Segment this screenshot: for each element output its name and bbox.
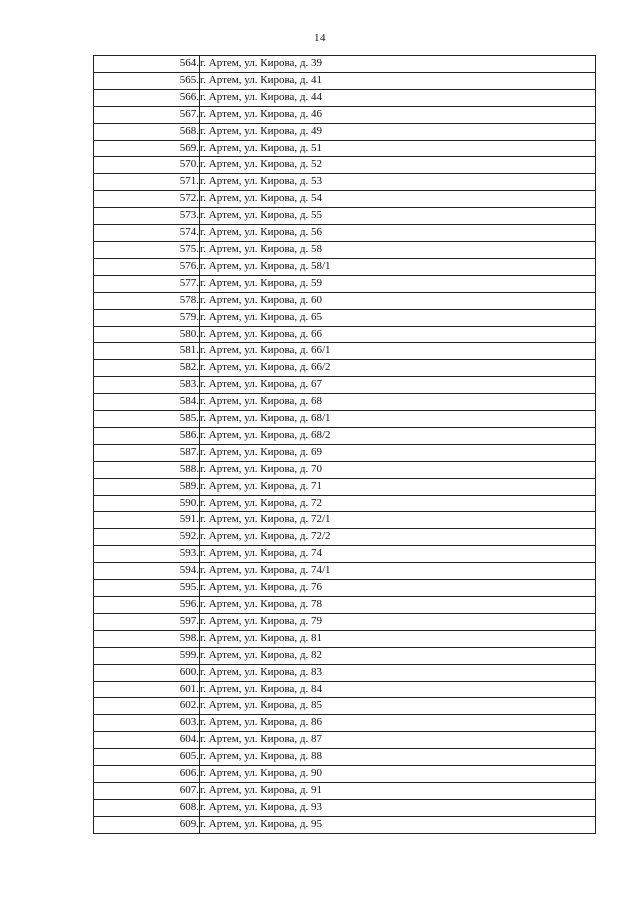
table-row (94, 613, 596, 630)
row-number-cell: 564. (94, 56, 200, 73)
table-row (94, 461, 596, 478)
row-number-cell: 567. (94, 106, 200, 123)
row-number-cell: 594. (94, 563, 200, 580)
row-number-cell: 585. (94, 411, 200, 428)
row-number-cell: 590. (94, 495, 200, 512)
table-row (94, 580, 596, 597)
table-row (94, 563, 596, 580)
row-number-cell: 572. (94, 191, 200, 208)
row-number-cell: 597. (94, 613, 200, 630)
address-cell: г. Артем, ул. Кирова, д. 54 (200, 191, 596, 208)
address-cell: г. Артем, ул. Кирова, д. 81 (200, 630, 596, 647)
row-number-cell: 578. (94, 292, 200, 309)
table-row (94, 377, 596, 394)
row-number-cell: 596. (94, 597, 200, 614)
row-number-cell: 588. (94, 461, 200, 478)
page-number: 14 (314, 32, 326, 44)
row-number-cell: 566. (94, 89, 200, 106)
address-cell: г. Артем, ул. Кирова, д. 53 (200, 174, 596, 191)
row-number-cell: 605. (94, 749, 200, 766)
table-row (94, 782, 596, 799)
table-row (94, 275, 596, 292)
address-cell: г. Артем, ул. Кирова, д. 68/1 (200, 411, 596, 428)
address-cell: г. Артем, ул. Кирова, д. 71 (200, 478, 596, 495)
table-row (94, 546, 596, 563)
table-row (94, 258, 596, 275)
row-number-cell: 570. (94, 157, 200, 174)
address-cell: г. Артем, ул. Кирова, д. 41 (200, 72, 596, 89)
address-cell: г. Артем, ул. Кирова, д. 69 (200, 444, 596, 461)
row-number-cell: 595. (94, 580, 200, 597)
address-cell: г. Артем, ул. Кирова, д. 72/1 (200, 512, 596, 529)
address-cell: г. Артем, ул. Кирова, д. 76 (200, 580, 596, 597)
table-row (94, 360, 596, 377)
table-row (94, 732, 596, 749)
table-row (94, 72, 596, 89)
address-cell: г. Артем, ул. Кирова, д. 68 (200, 394, 596, 411)
row-number-cell: 565. (94, 72, 200, 89)
address-cell: г. Артем, ул. Кирова, д. 58/1 (200, 258, 596, 275)
table-row (94, 208, 596, 225)
row-number-cell: 609. (94, 816, 200, 833)
row-number-cell: 587. (94, 444, 200, 461)
table-row (94, 766, 596, 783)
table-row (94, 123, 596, 140)
address-cell: г. Артем, ул. Кирова, д. 70 (200, 461, 596, 478)
table-row (94, 512, 596, 529)
address-cell: г. Артем, ул. Кирова, д. 58 (200, 241, 596, 258)
row-number-cell: 604. (94, 732, 200, 749)
address-cell: г. Артем, ул. Кирова, д. 86 (200, 715, 596, 732)
table-row (94, 647, 596, 664)
address-cell: г. Артем, ул. Кирова, д. 66/1 (200, 343, 596, 360)
table-row (94, 411, 596, 428)
row-number-cell: 573. (94, 208, 200, 225)
row-number-cell: 592. (94, 529, 200, 546)
row-number-cell: 601. (94, 681, 200, 698)
row-number-cell: 589. (94, 478, 200, 495)
address-cell: г. Артем, ул. Кирова, д. 74 (200, 546, 596, 563)
address-cell: г. Артем, ул. Кирова, д. 55 (200, 208, 596, 225)
table-row (94, 106, 596, 123)
row-number-cell: 583. (94, 377, 200, 394)
address-cell: г. Артем, ул. Кирова, д. 51 (200, 140, 596, 157)
table-row (94, 495, 596, 512)
address-cell: г. Артем, ул. Кирова, д. 56 (200, 225, 596, 242)
address-cell: г. Артем, ул. Кирова, д. 67 (200, 377, 596, 394)
address-cell: г. Артем, ул. Кирова, д. 88 (200, 749, 596, 766)
address-cell: г. Артем, ул. Кирова, д. 79 (200, 613, 596, 630)
address-cell: г. Артем, ул. Кирова, д. 49 (200, 123, 596, 140)
table-row (94, 241, 596, 258)
table-row (94, 444, 596, 461)
row-number-cell: 608. (94, 799, 200, 816)
table-row (94, 478, 596, 495)
table-row (94, 427, 596, 444)
row-number-cell: 574. (94, 225, 200, 242)
row-number-cell: 598. (94, 630, 200, 647)
address-cell: г. Артем, ул. Кирова, д. 91 (200, 782, 596, 799)
row-number-cell: 581. (94, 343, 200, 360)
row-number-cell: 599. (94, 647, 200, 664)
table-row (94, 56, 596, 73)
table-row (94, 715, 596, 732)
row-number-cell: 584. (94, 394, 200, 411)
row-number-cell: 579. (94, 309, 200, 326)
table-row (94, 597, 596, 614)
address-cell: г. Артем, ул. Кирова, д. 65 (200, 309, 596, 326)
table-row (94, 664, 596, 681)
address-cell: г. Артем, ул. Кирова, д. 78 (200, 597, 596, 614)
row-number-cell: 577. (94, 275, 200, 292)
row-number-cell: 591. (94, 512, 200, 529)
table-row (94, 309, 596, 326)
row-number-cell: 575. (94, 241, 200, 258)
table-row (94, 326, 596, 343)
address-cell: г. Артем, ул. Кирова, д. 46 (200, 106, 596, 123)
row-number-cell: 607. (94, 782, 200, 799)
row-number-cell: 602. (94, 698, 200, 715)
row-number-cell: 606. (94, 766, 200, 783)
address-cell: г. Артем, ул. Кирова, д. 72 (200, 495, 596, 512)
address-cell: г. Артем, ул. Кирова, д. 90 (200, 766, 596, 783)
address-cell: г. Артем, ул. Кирова, д. 87 (200, 732, 596, 749)
address-table (93, 55, 596, 834)
address-cell: г. Артем, ул. Кирова, д. 68/2 (200, 427, 596, 444)
row-number-cell: 586. (94, 427, 200, 444)
table-row (94, 681, 596, 698)
address-cell: г. Артем, ул. Кирова, д. 83 (200, 664, 596, 681)
address-cell: г. Артем, ул. Кирова, д. 82 (200, 647, 596, 664)
address-cell: г. Артем, ул. Кирова, д. 72/2 (200, 529, 596, 546)
table-row (94, 630, 596, 647)
address-cell: г. Артем, ул. Кирова, д. 93 (200, 799, 596, 816)
table-row (94, 157, 596, 174)
table-row (94, 140, 596, 157)
table-row (94, 698, 596, 715)
row-number-cell: 576. (94, 258, 200, 275)
row-number-cell: 593. (94, 546, 200, 563)
row-number-cell: 569. (94, 140, 200, 157)
row-number-cell: 568. (94, 123, 200, 140)
address-cell: г. Артем, ул. Кирова, д. 74/1 (200, 563, 596, 580)
address-table-body (94, 56, 596, 834)
address-cell: г. Артем, ул. Кирова, д. 60 (200, 292, 596, 309)
address-cell: г. Артем, ул. Кирова, д. 95 (200, 816, 596, 833)
table-row (94, 394, 596, 411)
row-number-cell: 580. (94, 326, 200, 343)
table-row (94, 529, 596, 546)
table-row (94, 749, 596, 766)
table-row (94, 292, 596, 309)
row-number-cell: 600. (94, 664, 200, 681)
address-cell: г. Артем, ул. Кирова, д. 84 (200, 681, 596, 698)
row-number-cell: 582. (94, 360, 200, 377)
table-row (94, 799, 596, 816)
address-cell: г. Артем, ул. Кирова, д. 66/2 (200, 360, 596, 377)
table-row (94, 225, 596, 242)
address-cell: г. Артем, ул. Кирова, д. 44 (200, 89, 596, 106)
row-number-cell: 603. (94, 715, 200, 732)
table-row (94, 191, 596, 208)
address-cell: г. Артем, ул. Кирова, д. 59 (200, 275, 596, 292)
address-cell: г. Артем, ул. Кирова, д. 85 (200, 698, 596, 715)
address-cell: г. Артем, ул. Кирова, д. 39 (200, 56, 596, 73)
address-cell: г. Артем, ул. Кирова, д. 66 (200, 326, 596, 343)
table-row (94, 89, 596, 106)
table-row (94, 343, 596, 360)
address-cell: г. Артем, ул. Кирова, д. 52 (200, 157, 596, 174)
table-row (94, 816, 596, 833)
table-row (94, 174, 596, 191)
row-number-cell: 571. (94, 174, 200, 191)
